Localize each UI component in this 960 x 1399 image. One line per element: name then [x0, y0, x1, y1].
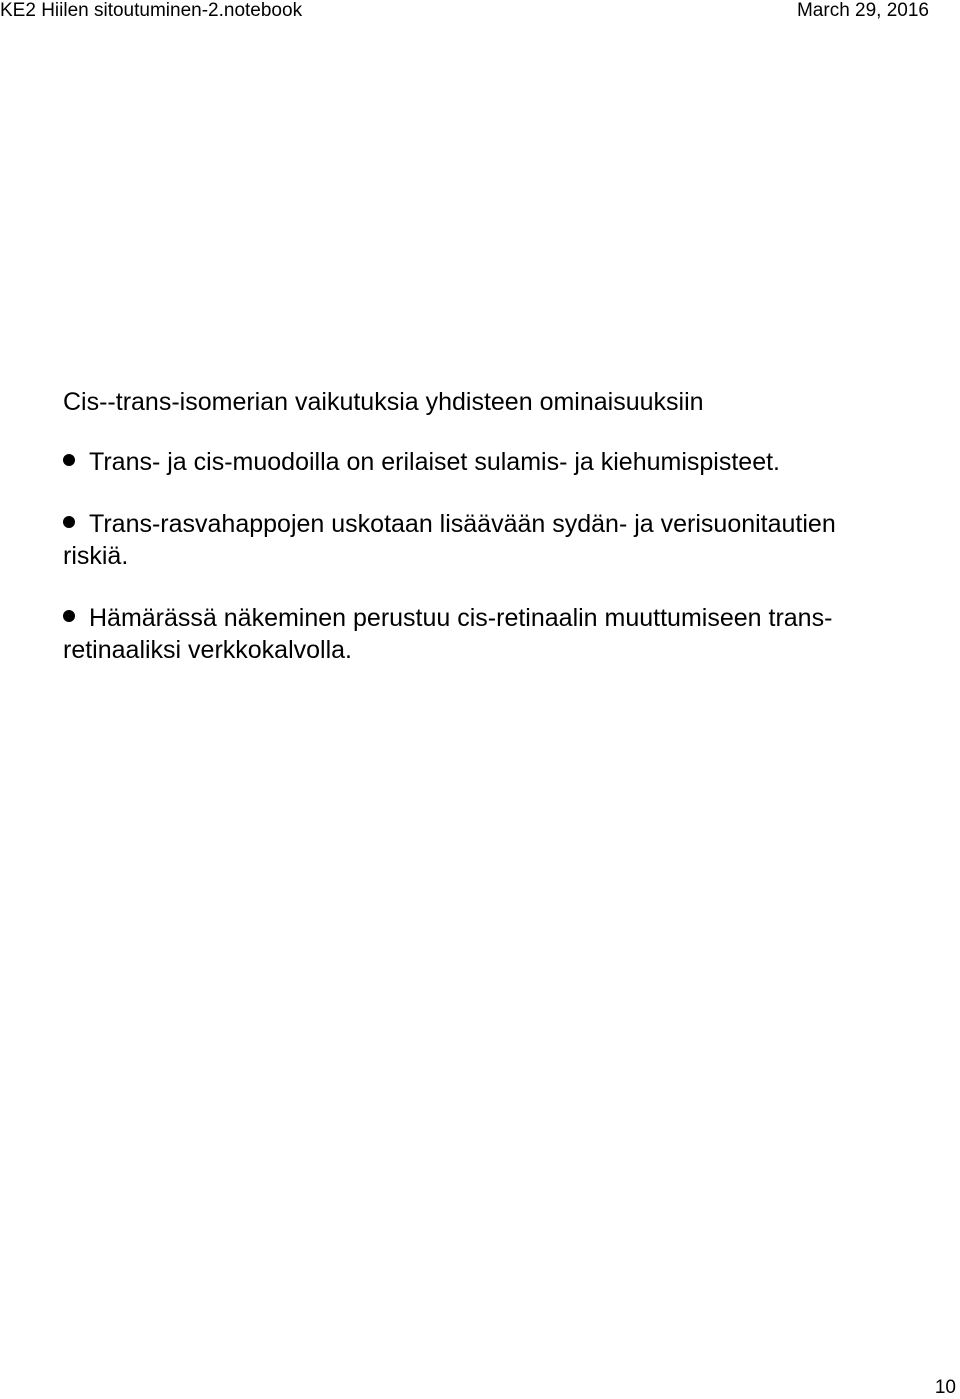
- bullet-text: Trans- ja cis-muodoilla on erilaiset sulamis- ja kiehumispisteet.: [89, 448, 780, 476]
- page-number: 10: [934, 1377, 956, 1398]
- bullet-text: Hämärässä näkeminen perustuu cis-retinaalin muuttumiseen trans-retinaaliksi verkkokalvolla.: [63, 604, 833, 664]
- bullet-text: Trans-rasvahappojen uskotaan lisäävään sydän- ja verisuonitautien riskiä.: [63, 510, 836, 570]
- bullet-item: [63, 446, 903, 478]
- bullet-item: [63, 602, 903, 666]
- bullet-icon: [63, 516, 75, 528]
- bullet-item: [63, 508, 903, 572]
- notebook-filename: KE2 Hiilen sitoutuminen-2.notebook: [0, 0, 303, 21]
- page-title: Cis--trans-isomerian vaikutuksia yhdisteen ominaisuuksiin: [63, 388, 704, 416]
- page-content: [63, 386, 903, 696]
- bullet-icon: [63, 610, 75, 622]
- notebook-date: March 29, 2016: [796, 0, 929, 21]
- bullet-icon: [63, 454, 75, 466]
